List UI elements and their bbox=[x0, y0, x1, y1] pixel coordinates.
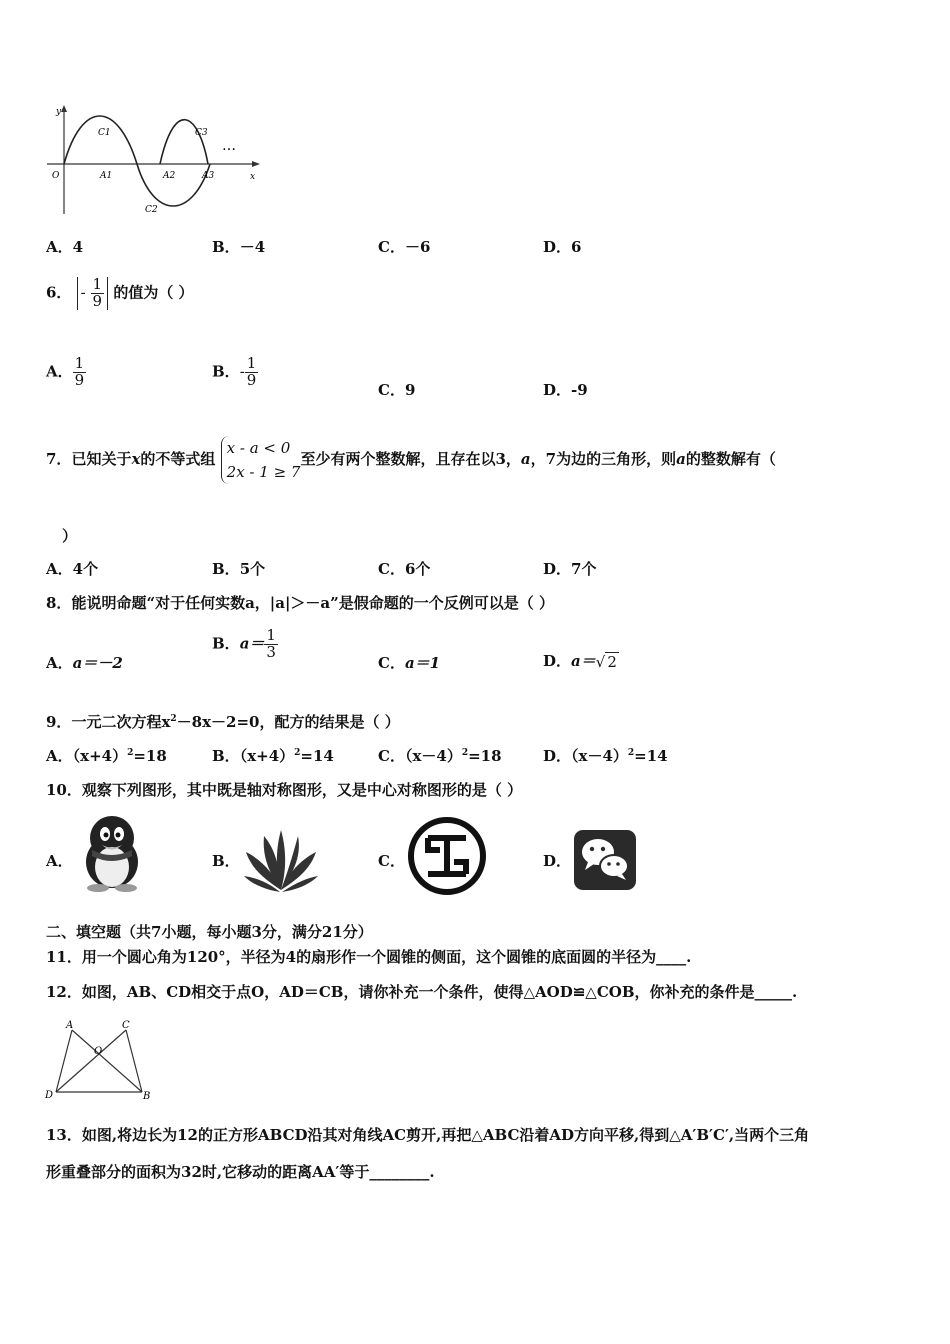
q7-option-c[interactable] bbox=[378, 558, 430, 579]
superscript: 2 bbox=[170, 714, 177, 724]
q10-option-b-letter[interactable]: B． bbox=[212, 852, 240, 870]
q6-option-a[interactable] bbox=[46, 356, 86, 389]
numerator: 1 bbox=[246, 354, 257, 372]
option-text: a＝－2 bbox=[72, 654, 123, 672]
variable-a: a bbox=[520, 450, 531, 468]
option-base: （x+4） bbox=[72, 747, 128, 765]
question-number: 13． bbox=[46, 1126, 82, 1144]
q7-option-b[interactable] bbox=[212, 558, 265, 579]
chat-bubbles-icon[interactable] bbox=[572, 828, 638, 892]
question-text: 如图,将边长为12的正方形ABCD沿其对角线AC剪开,再把△ABC沿着AD方向平移,得到△A′B′C′,当两个三角 bbox=[81, 1126, 810, 1144]
question-number: 11． bbox=[46, 948, 82, 966]
option-letter: C． bbox=[378, 381, 405, 399]
sine-wave-graph bbox=[42, 102, 267, 220]
option-text: a＝1 bbox=[404, 654, 441, 672]
text-segment: 已知关于 bbox=[71, 450, 132, 468]
point-b-label: B bbox=[143, 1091, 151, 1102]
point-o-label: O bbox=[94, 1046, 103, 1057]
superscript: 2 bbox=[127, 748, 134, 758]
question-number: 6． bbox=[46, 283, 72, 302]
option-text: -9 bbox=[571, 381, 588, 399]
q7-stem bbox=[46, 436, 776, 484]
penguin-icon[interactable] bbox=[72, 812, 152, 892]
point-d-label: D bbox=[45, 1090, 54, 1101]
c3-label: C3 bbox=[195, 128, 208, 138]
origin-label: O bbox=[52, 171, 60, 181]
q8-option-b[interactable] bbox=[212, 628, 278, 661]
option-letter: B． bbox=[212, 634, 240, 653]
fraction bbox=[264, 628, 278, 661]
option-letter: D． bbox=[543, 238, 572, 256]
numerator: 1 bbox=[74, 354, 85, 372]
option-letter: A． bbox=[46, 747, 73, 765]
option-letter: A． bbox=[46, 238, 73, 256]
question-number: 10． bbox=[46, 781, 82, 799]
inequality-2: 2x - 1 ≥ 7 bbox=[226, 463, 301, 481]
question-number: 12． bbox=[46, 983, 82, 1001]
q8-stem bbox=[46, 592, 554, 613]
fraction bbox=[91, 277, 105, 310]
q8-option-d[interactable] bbox=[543, 650, 619, 671]
bank-logo-icon[interactable] bbox=[406, 816, 488, 896]
q10-option-a-letter[interactable]: A． bbox=[46, 852, 73, 870]
q13-stem-line2: 形重叠部分的面积为32时,它移动的距离AA′等于________. bbox=[46, 1163, 435, 1181]
petal-logo-icon[interactable] bbox=[240, 822, 322, 894]
option-text: －6 bbox=[404, 238, 431, 256]
option-letter: C． bbox=[378, 747, 405, 765]
q6-option-d[interactable] bbox=[543, 379, 588, 400]
intersecting-segments-figure bbox=[42, 1018, 157, 1104]
q13-stem-line1 bbox=[46, 1124, 809, 1145]
text-segment: 的不等式组 bbox=[140, 450, 216, 468]
option-letter: D． bbox=[543, 381, 572, 399]
denominator: 9 bbox=[74, 370, 85, 389]
question-text: 观察下列图形，其中既是轴对称图形，又是中心对称图形的是（ ） bbox=[81, 781, 523, 799]
option-letter: C． bbox=[378, 654, 405, 672]
section-title: 二、填空题（共7小题，每小题3分，满分21分） bbox=[46, 923, 373, 941]
q7-option-a[interactable] bbox=[46, 558, 98, 579]
option-rest: =18 bbox=[133, 747, 167, 765]
q10-stem bbox=[46, 779, 522, 800]
q10-option-d-letter[interactable]: D． bbox=[543, 852, 572, 870]
a1-label: A1 bbox=[100, 171, 113, 181]
option-base: （x－4） bbox=[404, 747, 462, 765]
a2-label: A2 bbox=[163, 171, 176, 181]
option-letter: C． bbox=[378, 560, 405, 578]
option-letter: D． bbox=[543, 747, 572, 765]
fraction bbox=[245, 356, 259, 389]
q8-option-c[interactable] bbox=[378, 652, 440, 673]
x-axis-label: x bbox=[250, 172, 256, 182]
inequality-1: x - a < 0 bbox=[226, 439, 291, 457]
numerator: 1 bbox=[92, 275, 103, 293]
option-text: －4 bbox=[239, 238, 266, 256]
option-letter: B． bbox=[212, 362, 240, 381]
option-letter: D． bbox=[543, 560, 572, 578]
option-rest: =14 bbox=[634, 747, 668, 765]
q9-stem bbox=[46, 711, 400, 732]
option-prefix: a＝ bbox=[571, 652, 596, 670]
square-root: √ 2 bbox=[595, 653, 617, 671]
denominator: 9 bbox=[246, 370, 257, 389]
q12-stem bbox=[46, 981, 797, 1002]
y-axis-label: y bbox=[56, 107, 62, 117]
q11-stem bbox=[46, 946, 691, 967]
c1-label: C1 bbox=[98, 128, 111, 138]
inequality-system bbox=[221, 436, 301, 484]
option-letter: A． bbox=[46, 362, 73, 381]
ellipsis-label: … bbox=[222, 138, 236, 154]
option-text: 9 bbox=[404, 381, 416, 399]
text-segment: 的整数解有（ bbox=[685, 450, 776, 468]
question-text: 的值为（ ） bbox=[113, 283, 194, 302]
q6-stem bbox=[46, 277, 194, 310]
q8-option-a[interactable] bbox=[46, 652, 123, 673]
denominator: 3 bbox=[266, 642, 276, 661]
q7-close-paren: ） bbox=[62, 527, 78, 545]
superscript: 2 bbox=[461, 748, 469, 758]
option-letter: B． bbox=[212, 747, 240, 765]
option-text: 5个 bbox=[239, 560, 266, 578]
question-text: 用一个圆心角为120°，半径为4的扇形作一个圆锥的侧面，这个圆锥的底面圆的半径为____. bbox=[81, 948, 692, 966]
option-prefix: a＝ bbox=[239, 634, 265, 653]
option-letter: D． bbox=[543, 652, 572, 670]
superscript: 2 bbox=[294, 748, 301, 758]
variable-x: x bbox=[131, 450, 141, 468]
q6-option-c[interactable] bbox=[378, 379, 415, 400]
question-number: 9． bbox=[46, 713, 72, 731]
option-letter: B． bbox=[212, 560, 240, 578]
text-segment: ，7为边的三角形，则 bbox=[530, 450, 677, 468]
option-letter: B． bbox=[212, 238, 240, 256]
point-c-label: C bbox=[122, 1020, 130, 1031]
option-letter: C． bbox=[378, 238, 405, 256]
q6-option-b[interactable] bbox=[212, 356, 258, 389]
superscript: 2 bbox=[627, 748, 635, 758]
question-number: 8． bbox=[46, 594, 72, 612]
q5-option-b[interactable] bbox=[212, 236, 265, 257]
option-text: 6个 bbox=[404, 560, 431, 578]
option-letter: A． bbox=[46, 560, 73, 578]
q5-option-a[interactable] bbox=[46, 236, 83, 257]
q9-option-c[interactable] bbox=[378, 745, 502, 766]
c2-label: C2 bbox=[145, 205, 158, 215]
point-a-label: A bbox=[66, 1020, 74, 1031]
text-segment: 一元二次方程x bbox=[71, 713, 171, 731]
option-letter: A． bbox=[46, 654, 73, 672]
q5-option-c[interactable] bbox=[378, 236, 430, 257]
minus-sign: - bbox=[239, 362, 245, 381]
option-base: （x－4） bbox=[571, 747, 628, 765]
text-segment: 至少有两个整数解，且存在以3， bbox=[300, 450, 521, 468]
option-text: 4个 bbox=[72, 560, 99, 578]
question-number: 7． bbox=[46, 450, 72, 468]
q9-option-b[interactable] bbox=[212, 745, 334, 766]
option-text: 6 bbox=[571, 238, 582, 256]
a3-label: A3 bbox=[202, 171, 215, 181]
q9-option-d[interactable] bbox=[543, 745, 668, 766]
denominator: 9 bbox=[92, 291, 103, 310]
option-rest: =18 bbox=[468, 747, 502, 765]
option-base: （x+4） bbox=[239, 747, 295, 765]
question-text: 如图，AB、CD相交于点O，AD＝CB，请你补充一个条件，使得△AOD≌△COB，你补充的条件是_____. bbox=[81, 983, 798, 1001]
option-text: 4 bbox=[72, 238, 84, 256]
q9-option-a[interactable] bbox=[46, 745, 167, 766]
fraction bbox=[73, 356, 87, 389]
abs-expression bbox=[77, 277, 108, 310]
q5-option-d[interactable] bbox=[543, 236, 581, 257]
radicand: 2 bbox=[607, 653, 617, 671]
option-text: 7个 bbox=[571, 560, 597, 578]
q7-option-d[interactable] bbox=[543, 558, 596, 579]
question-text: 能说明命题“对于任何实数a，|a|＞－a”是假命题的一个反例可以是（ ） bbox=[71, 594, 554, 612]
numerator: 1 bbox=[266, 626, 276, 644]
minus-sign: - bbox=[80, 283, 86, 302]
variable-a: a bbox=[676, 450, 686, 468]
option-rest: =14 bbox=[300, 747, 334, 765]
q10-option-c-letter[interactable]: C． bbox=[378, 852, 405, 870]
text-segment: －8x－2=0，配方的结果是（ ） bbox=[176, 713, 400, 731]
